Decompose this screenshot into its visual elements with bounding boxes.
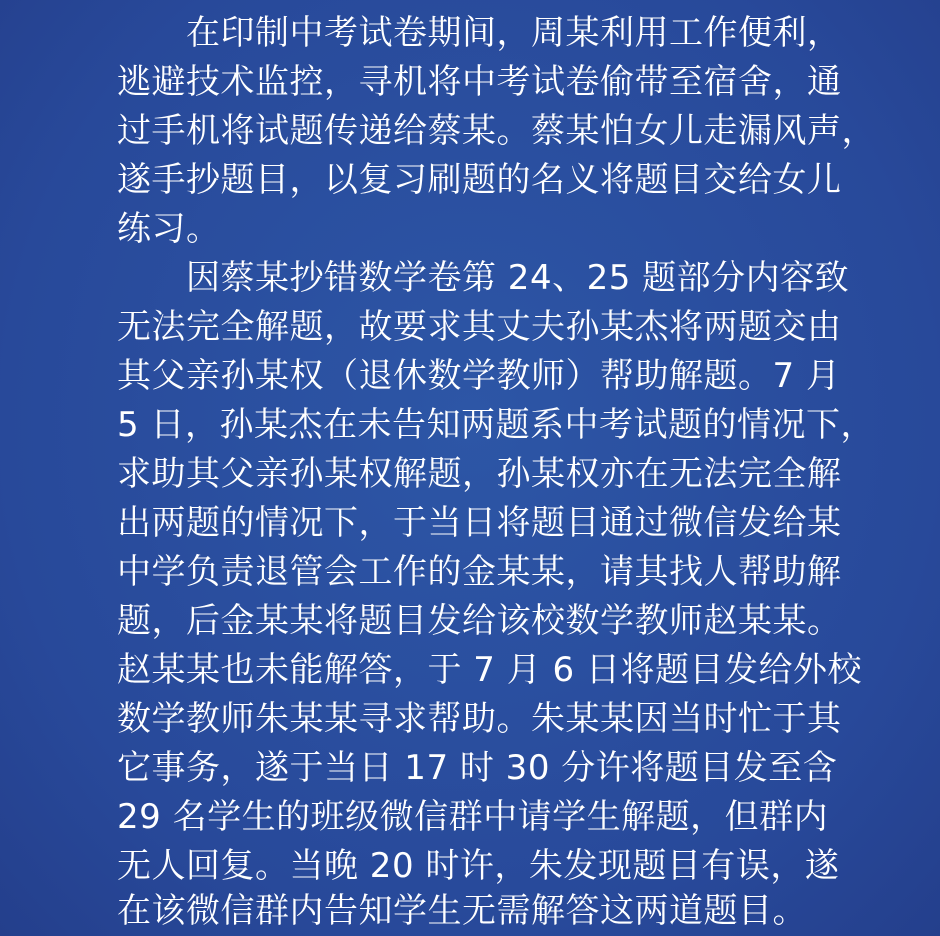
text-line-15: 数学教师朱某某寻求帮助。朱某某因当时忙于其 — [117, 699, 842, 739]
text-line-2: 逃避技术监控，寻机将中考试卷偷带至宿舍，通 — [117, 62, 842, 102]
text-line-8: 其父亲孙某权（退休数学教师）帮助解题。7 月 — [117, 356, 841, 396]
text-line-16: 它事务，遂于当日 17 时 30 分许将题目发至含 — [117, 748, 838, 788]
text-line-7: 无法完全解题，故要求其丈夫孙某杰将两题交由 — [117, 307, 842, 347]
text-line-1: 在印制中考试卷期间，周某利用工作便利， — [117, 13, 842, 53]
text-line-18: 无人回复。当晚 20 时许，朱发现题目有误，遂 — [117, 846, 840, 886]
text-line-3: 过手机将试题传递给蔡某。蔡某怕女儿走漏风声， — [117, 111, 876, 151]
text-line-9: 5 日，孙某杰在未告知两题系中考试题的情况下， — [117, 405, 875, 445]
text-line-4: 遂手抄题目，以复习刷题的名义将题目交给女儿 — [117, 160, 842, 200]
text-line-6: 因蔡某抄错数学卷第 24、25 题部分内容致 — [117, 258, 850, 298]
text-line-5: 练习。 — [117, 209, 221, 249]
text-line-10: 求助其父亲孙某权解题，孙某权亦在无法完全解 — [117, 454, 842, 494]
text-line-19: 在该微信群内告知学生无需解答这两道题目。 — [117, 891, 807, 931]
text-line-12: 中学负责退管会工作的金某某，请其找人帮助解 — [117, 552, 842, 592]
text-line-11: 出两题的情况下，于当日将题目通过微信发给某 — [117, 503, 842, 543]
text-line-13: 题，后金某某将题目发给该校数学教师赵某某。 — [117, 601, 842, 641]
text-line-17: 29 名学生的班级微信群中请学生解题，但群内 — [117, 797, 829, 837]
text-line-14: 赵某某也未能解答，于 7 月 6 日将题目发给外校 — [117, 650, 862, 690]
